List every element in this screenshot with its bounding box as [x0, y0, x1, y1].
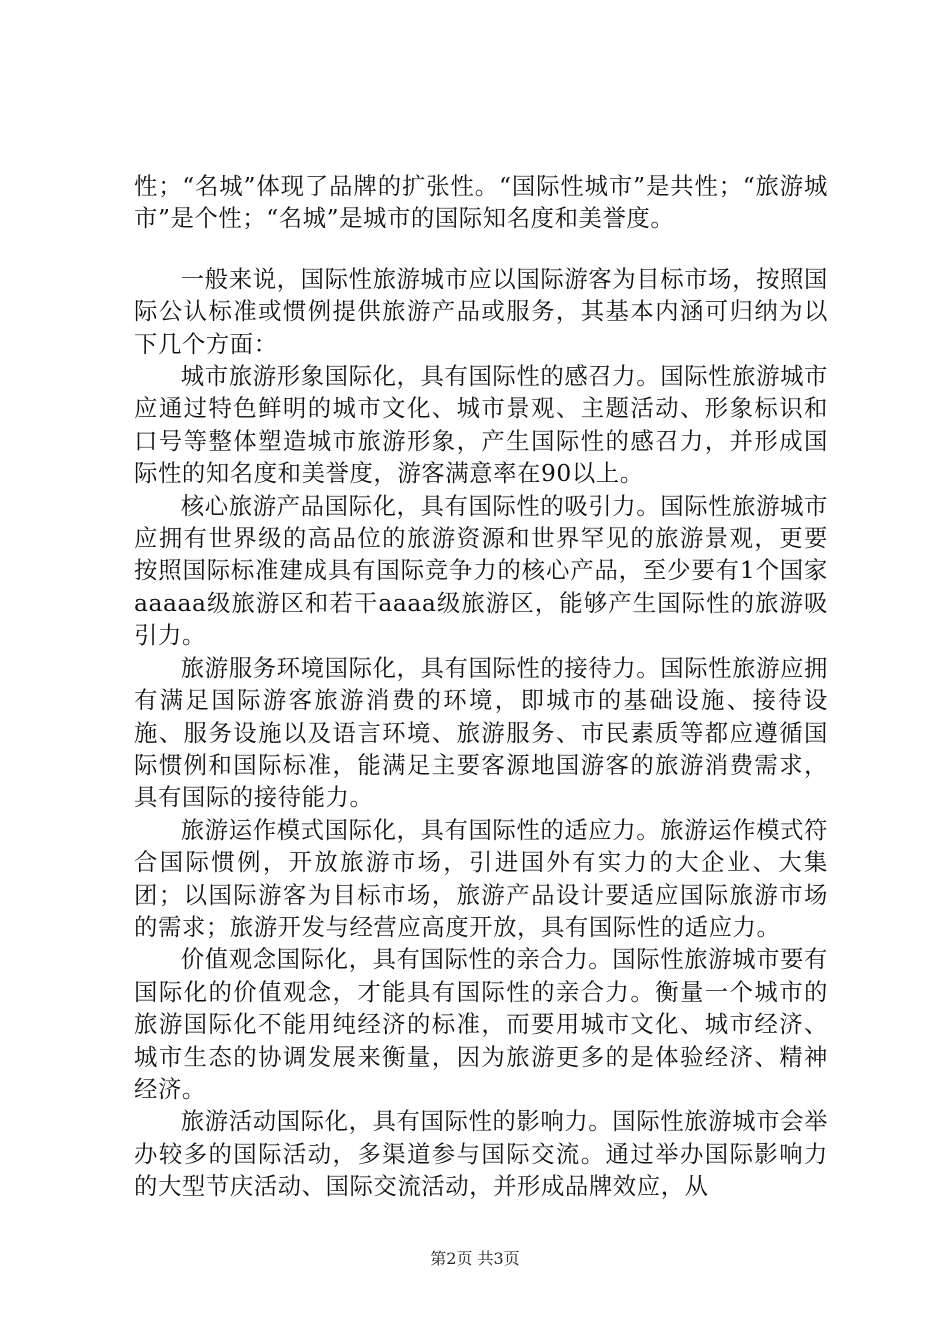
- paragraph-image: 城市旅游形象国际化，具有国际性的感召力。国际性旅游城市应通过特色鲜明的城市文化、城市景观、主题活动、形象标识和口号等整体塑造城市旅游形象，产生国际性的感召力，并形成国际性的知名度和美誉度，游客满意率在90以上。: [134, 362, 828, 488]
- paragraph-intro: 一般来说，国际性旅游城市应以国际游客为目标市场，按照国际公认标准或惯例提供旅游产品或服务，其基本内涵可归纳为以下几个方面：: [134, 264, 828, 358]
- paragraph-activities: 旅游活动国际化，具有国际性的影响力。国际性旅游城市会举办较多的国际活动，多渠道参与国际交流。通过举办国际影响力的大型节庆活动、国际交流活动，并形成品牌效应，从: [134, 1107, 828, 1201]
- paragraph-core-product: 核心旅游产品国际化，具有国际性的吸引力。国际性旅游城市应拥有世界级的高品位的旅游资源和世界罕见的旅游景观，更要按照国际标准建成具有国际竞争力的核心产品，至少要有1个国家aaaaa级旅游区和若干aaaa级旅游区，能够产生国际性的旅游吸引力。: [134, 491, 828, 650]
- paragraph-operation-mode: 旅游运作模式国际化，具有国际性的适应力。旅游运作模式符合国际惯例，开放旅游市场，引进国外有实力的大企业、大集团；以国际游客为目标市场，旅游产品设计要适应国际旅游市场的需求；旅游开发与经营应高度开放，具有国际性的适应力。: [134, 815, 828, 941]
- paragraph-service-environment: 旅游服务环境国际化，具有国际性的接待力。国际性旅游应拥有满足国际游客旅游消费的环境，即城市的基础设施、接待设施、服务设施以及语言环境、旅游服务、市民素质等都应遵循国际惯例和国际标准，能满足主要客源地国游客的旅游消费需求，具有国际的接待能力。: [134, 653, 828, 812]
- paragraph-continued: 性；“名城”体现了品牌的扩张性。“国际性城市”是共性；“旅游城市”是个性；“名城”是城市的国际知名度和美誉度。: [134, 172, 828, 233]
- page-footer: 第2页 共3页: [430, 1249, 520, 1268]
- document-body: [134, 170, 828, 1203]
- paragraph-values: 价值观念国际化，具有国际性的亲合力。国际性旅游城市要有国际化的价值观念，才能具有国际性的亲合力。衡量一个城市的旅游国际化不能用纯经济的标准，而要用城市文化、城市经济、城市生态的协调发展来衡量，因为旅游更多的是体验经济、精神经济。: [134, 945, 828, 1103]
